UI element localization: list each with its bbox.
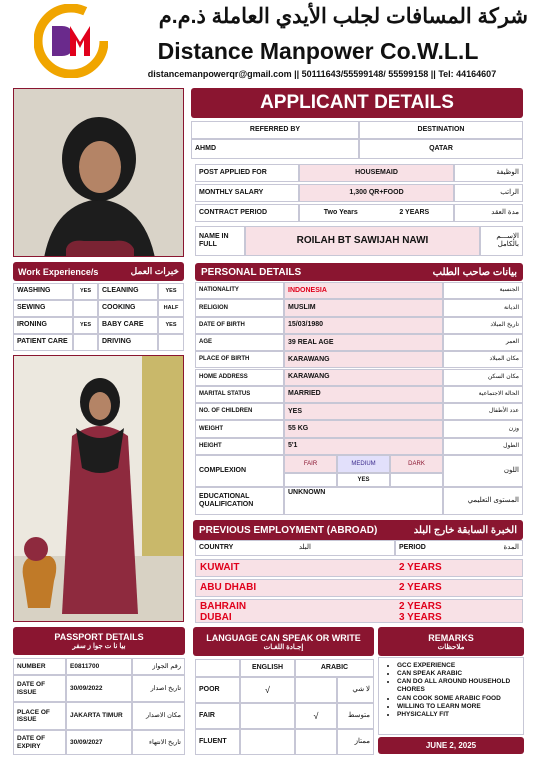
language-header-blank [195,659,240,677]
experience-cell-r4-c2 [73,334,98,351]
destination-value: QATAR [359,139,523,159]
experience-cell-r2-c4: HALF [158,300,184,317]
referred-by-value: AHMD [191,139,359,159]
company-name-arabic: شركة المسافات لجلب الأيدي العاملة ذ.م.م [158,5,528,28]
monthly-salary-value: 1,300 QR+FOOD [299,184,454,202]
complexion-option-fair: FAIR [284,455,337,473]
personal-value-6: KARAWANG [284,369,443,386]
passport-label-4: DATE OF EXPIRY [13,730,66,755]
remark-item-2: • CAN SPEAK ARABIC [397,670,523,678]
experience-cell-r1-c1: WASHING [13,283,73,300]
contract-period-value [299,204,454,222]
remarks-header [378,627,524,656]
remark-item-6: • PHYSICALLY FIT [397,711,523,719]
work-experience-title: Work Experience/s [18,266,99,277]
personal-label-3: DATE OF BIRTH [195,317,284,334]
employment-period-1: 2 YEARS [399,562,442,574]
passport-value-1: E0811700 [66,658,132,675]
personal-arabic-9: وزن [443,420,523,437]
personal-arabic-1: الجنسية [443,282,523,299]
remark-item-4: • CAN COOK SOME ARABIC FOOD [397,695,523,703]
personal-label-8: NO. OF CHILDREN [195,403,284,420]
employment-country-3: BAHRAIN [200,601,247,612]
page-title: APPLICANT DETAILS [191,88,523,118]
personal-label-10: HEIGHT [195,438,284,455]
experience-cell-r2-c2 [73,300,98,317]
remark-item-3: • CAN DO ALL AROUND HOUSEHOLD CHORES [397,678,523,694]
passport-label-2: DATE OF ISSUE [13,675,66,702]
complexion-arabic: اللون [443,455,523,487]
employment-country-4: DUBAI [200,612,232,623]
language-header [193,627,374,656]
destination-label: DESTINATION [359,121,523,139]
employment-period-3: 2 YEARS [399,601,442,612]
country-column-header [195,540,395,556]
education-arabic: المستوى التعليمي [443,487,523,515]
complexion-selected-medium: YES [337,473,390,487]
company-name-english: Distance Manpower Co.W.L.L [157,38,479,64]
document-date: JUNE 2, 2025 [378,737,524,754]
experience-cell-r2-c3: COOKING [98,300,158,317]
remark-item-5: • WILLING TO LEARN MORE [397,703,523,711]
language-arabic-1 [295,677,337,703]
country-label-arabic: البلد [298,543,311,551]
personal-label-9: WEIGHT [195,420,284,437]
complexion-option-medium: MEDIUM [337,455,390,473]
monthly-salary-arabic: الراتب [454,184,523,202]
language-arabic-3 [295,729,337,755]
personal-label-6: HOME ADDRESS [195,369,284,386]
employment-country-1: KUWAIT [200,562,240,574]
complexion-label: COMPLEXION [195,455,284,487]
personal-arabic-2: الديانة [443,299,523,316]
personal-value-10: 5'1 [284,438,443,455]
contract-period-arabic: مدة العقد [454,204,523,222]
experience-cell-r4-c3: DRIVING [98,334,158,351]
country-label: COUNTRY [199,543,234,551]
personal-arabic-6: مكان السكن [443,369,523,386]
experience-cell-r3-c4: YES [158,317,184,334]
employment-period-4: 3 YEARS [399,612,442,623]
personal-details-title-arabic: بيانات صاحب الطلب [432,266,517,278]
remarks-box [378,657,524,735]
passport-label-3: PLACE OF ISSUE [13,702,66,730]
employment-row-2 [195,579,523,597]
contract-period-years: 2 YEARS [399,208,430,216]
complexion-selected-dark [390,473,443,487]
passport-arabic-2: تاريخ اصدار [132,675,185,702]
language-level-2: FAIR [195,703,240,729]
personal-label-4: AGE [195,334,284,351]
personal-arabic-10: الطول [443,438,523,455]
experience-cell-r3-c3: BABY CARE [98,317,158,334]
employment-row-1 [195,559,523,577]
language-arabic-2: √ [295,703,337,729]
full-name-arabic: الإســـم بالكامل [480,226,523,256]
remarks-title-arabic: ملاحظات [437,643,465,651]
previous-employment-title-arabic: الخبرة السابقة خارج البلد [413,524,517,536]
contract-period-words: Two Years [323,208,358,216]
employment-period-2: 2 YEARS [399,582,442,594]
experience-cell-r1-c3: CLEANING [98,283,158,300]
remark-item-1: • GCC EXPERIENCE [397,662,523,670]
passport-arabic-1: رقم الجواز [132,658,185,675]
personal-value-5: KARAWANG [284,351,443,368]
monthly-salary-label: MONTHLY SALARY [195,184,299,202]
company-contact: distancemanpowerqr@gmail.com || 50111643/55599148/ 55599158 || Tel: 44164607 [147,69,497,79]
passport-value-3: JAKARTA TIMUR [66,702,132,730]
personal-arabic-7: الحالة الاجتماعية [443,386,523,403]
previous-employment-header [193,520,523,540]
employment-country-2: ABU DHABI [200,582,257,594]
contract-period-label: CONTRACT PERIOD [195,204,299,222]
personal-details-header [195,263,523,281]
language-english-3 [240,729,295,755]
passport-arabic-4: تاريخ الانتهاء [132,730,185,755]
experience-cell-r4-c1: PATIENT CARE [13,334,73,351]
language-level-arabic-1: لا شي [337,677,374,703]
personal-label-1: NATIONALITY [195,282,284,299]
experience-cell-r1-c4: YES [158,283,184,300]
full-name-label: NAME IN FULL [195,226,245,256]
experience-cell-r2-c1: SEWING [13,300,73,317]
passport-value-4: 30/09/2027 [66,730,132,755]
employment-row-3 [195,599,523,623]
passport-arabic-3: مكان الاصدار [132,702,185,730]
experience-cell-r4-c4 [158,334,184,351]
personal-arabic-5: مكان الميلاد [443,351,523,368]
language-level-1: POOR [195,677,240,703]
personal-arabic-3: تاريخ الميلاد [443,317,523,334]
experience-cell-r3-c2: YES [73,317,98,334]
post-applied-label: POST APPLIED FOR [195,164,299,182]
remarks-list [379,662,523,719]
arabic-column-label: ARABIC [295,659,374,677]
personal-details-title: PERSONAL DETAILS [201,266,302,278]
complexion-selected-fair [284,473,337,487]
personal-value-8: YES [284,403,443,420]
passport-details-title-arabic: بيا نا ت جوا ز سفر [72,643,126,650]
education-label: EDUCATIONAL QUALIFICATION [195,487,284,515]
remarks-title: REMARKS [428,632,474,643]
personal-label-7: MARITAL STATUS [195,386,284,403]
applicant-portrait-photo [13,88,184,257]
language-level-arabic-2: متوسط [337,703,374,729]
passport-value-2: 30/09/2022 [66,675,132,702]
personal-value-2: MUSLIM [284,299,443,316]
experience-cell-r3-c1: IRONING [13,317,73,334]
personal-value-7: MARRIED [284,386,443,403]
personal-label-5: PLACE OF BIRTH [195,351,284,368]
period-label-arabic: المدة [503,543,519,551]
experience-cell-r1-c2: YES [73,283,98,300]
personal-label-2: RELIGION [195,299,284,316]
personal-value-4: 39 REAL AGE [284,334,443,351]
period-label: PERIOD [399,543,426,551]
language-level-3: FLUENT [195,729,240,755]
personal-arabic-4: العمر [443,334,523,351]
passport-details-header [13,627,185,655]
language-english-2 [240,703,295,729]
education-value: UNKNOWN [284,487,443,515]
passport-label-1: NUMBER [13,658,66,675]
company-logo [34,4,108,78]
referred-by-label: REFERRED BY [191,121,359,139]
personal-value-3: 15/03/1980 [284,317,443,334]
work-experience-header [13,262,184,281]
language-title-arabic: إجـادة اللغـات [263,643,304,651]
personal-value-9: 55 KG [284,420,443,437]
language-english-1: √ [240,677,295,703]
language-title: LANGUAGE CAN SPEAK OR WRITE [206,632,361,643]
personal-arabic-8: عدد الأطفال [443,403,523,420]
personal-value-1: INDONESIA [284,282,443,299]
period-column-header [395,540,523,556]
english-column-label: ENGLISH [240,659,295,677]
applicant-full-body-photo [13,355,184,622]
work-experience-title-arabic: خبرات العمل [130,266,179,276]
full-name-value: ROILAH BT SAWIJAH NAWI [245,226,480,256]
post-applied-value: HOUSEMAID [299,164,454,182]
post-applied-arabic: الوظيفة [454,164,523,182]
previous-employment-title: PREVIOUS EMPLOYMENT (ABROAD) [199,524,378,536]
passport-details-title: PASSPORT DETAILS [54,632,144,642]
language-level-arabic-3: ممتاز [337,729,374,755]
complexion-option-dark: DARK [390,455,443,473]
